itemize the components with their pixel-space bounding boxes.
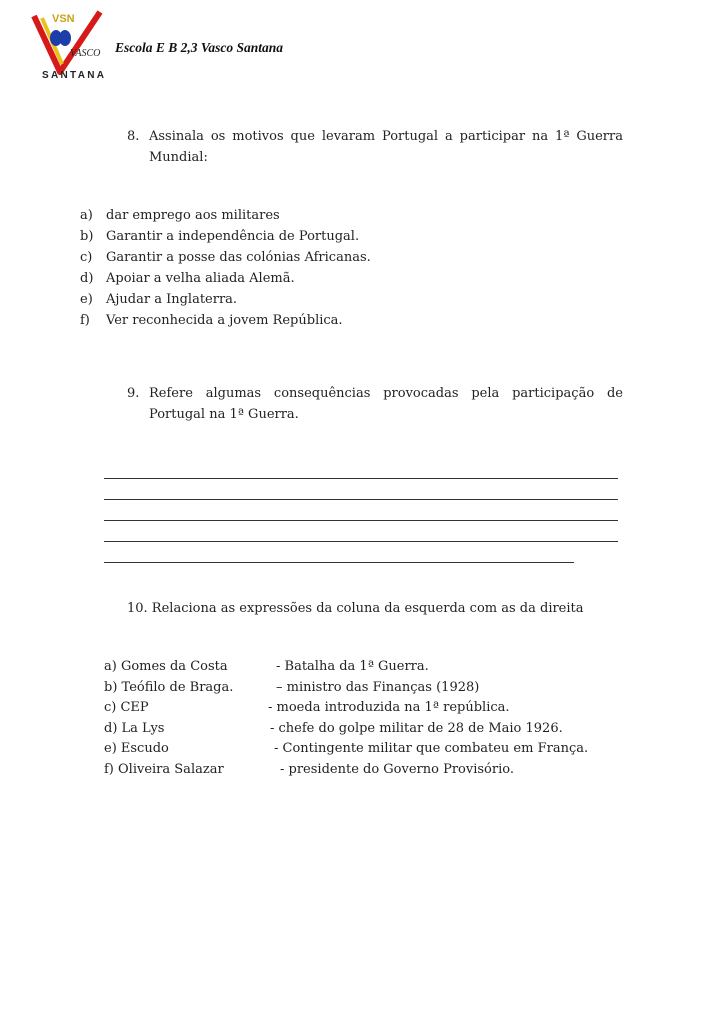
list-item: [80, 268, 371, 289]
answer-lines: [104, 458, 618, 563]
question-10: [127, 598, 623, 619]
list-item: [80, 289, 371, 310]
option-text: Garantir a independência de Portugal.: [106, 229, 360, 244]
list-item: [80, 205, 371, 226]
question-8-number: 8.: [127, 129, 140, 144]
answer-line[interactable]: [104, 479, 618, 500]
question-8: [127, 126, 623, 168]
answer-line[interactable]: [104, 458, 618, 479]
logo-top-text: VSN: [52, 13, 75, 25]
list-item: [80, 247, 371, 268]
list-item: [80, 310, 371, 331]
option-text: Apoiar a velha aliada Alemã.: [106, 271, 295, 286]
right-column-item: – ministro das Finanças (1928): [276, 679, 480, 695]
question-8-text: Assinala os motivos que levaram Portugal a participar na 1ª Guerra Mundial:: [149, 129, 623, 165]
answer-line[interactable]: [104, 542, 574, 563]
school-name: Escola E B 2,3 Vasco Santana: [115, 40, 284, 55]
right-column-item: - moeda introduzida na 1ª república.: [268, 700, 510, 716]
question-9-text: Refere algumas consequências provocadas pela participação de Portugal na 1ª Guerra.: [149, 386, 623, 422]
option-letter: d): [80, 271, 94, 286]
option-text: Garantir a posse das colónias Africanas.: [106, 250, 371, 265]
right-column-item: - Contingente militar que combateu em França.: [274, 741, 589, 757]
option-text: dar emprego aos militares: [106, 208, 280, 223]
left-column-item: c) CEP: [104, 700, 149, 716]
option-letter: b): [80, 229, 94, 244]
option-letter: f): [80, 313, 90, 328]
school-logo: [30, 10, 110, 82]
question-9-number: 9.: [127, 386, 140, 401]
answer-line[interactable]: [104, 500, 618, 521]
question-8-options: [80, 205, 371, 331]
left-column-item: f) Oliveira Salazar: [104, 761, 224, 777]
question-10-text: 10. Relaciona as expressões da coluna da esquerda com as da direita: [127, 601, 584, 616]
list-item: [80, 226, 371, 247]
left-column-item: a) Gomes da Costa: [104, 659, 228, 674]
logo-middle-text: VASCO: [70, 48, 101, 59]
left-column-item: d) La Lys: [104, 720, 165, 736]
option-letter: e): [80, 292, 93, 307]
option-text: Ajudar a Inglaterra.: [106, 292, 238, 307]
left-column-item: e) Escudo: [104, 741, 169, 757]
right-column-item: - chefe do golpe militar de 28 de Maio 1926.: [270, 720, 563, 736]
question-9: [127, 383, 623, 425]
option-text: Ver reconhecida a jovem República.: [106, 313, 343, 328]
logo-bottom-text: SANTANA: [42, 70, 104, 81]
right-column-item: - Batalha da 1ª Guerra.: [276, 659, 429, 674]
option-letter: c): [80, 250, 93, 265]
right-column-item: - presidente do Governo Provisório.: [280, 761, 514, 777]
answer-line[interactable]: [104, 521, 618, 542]
left-column-item: b) Teófilo de Braga.: [104, 679, 234, 695]
option-letter: a): [80, 208, 93, 223]
